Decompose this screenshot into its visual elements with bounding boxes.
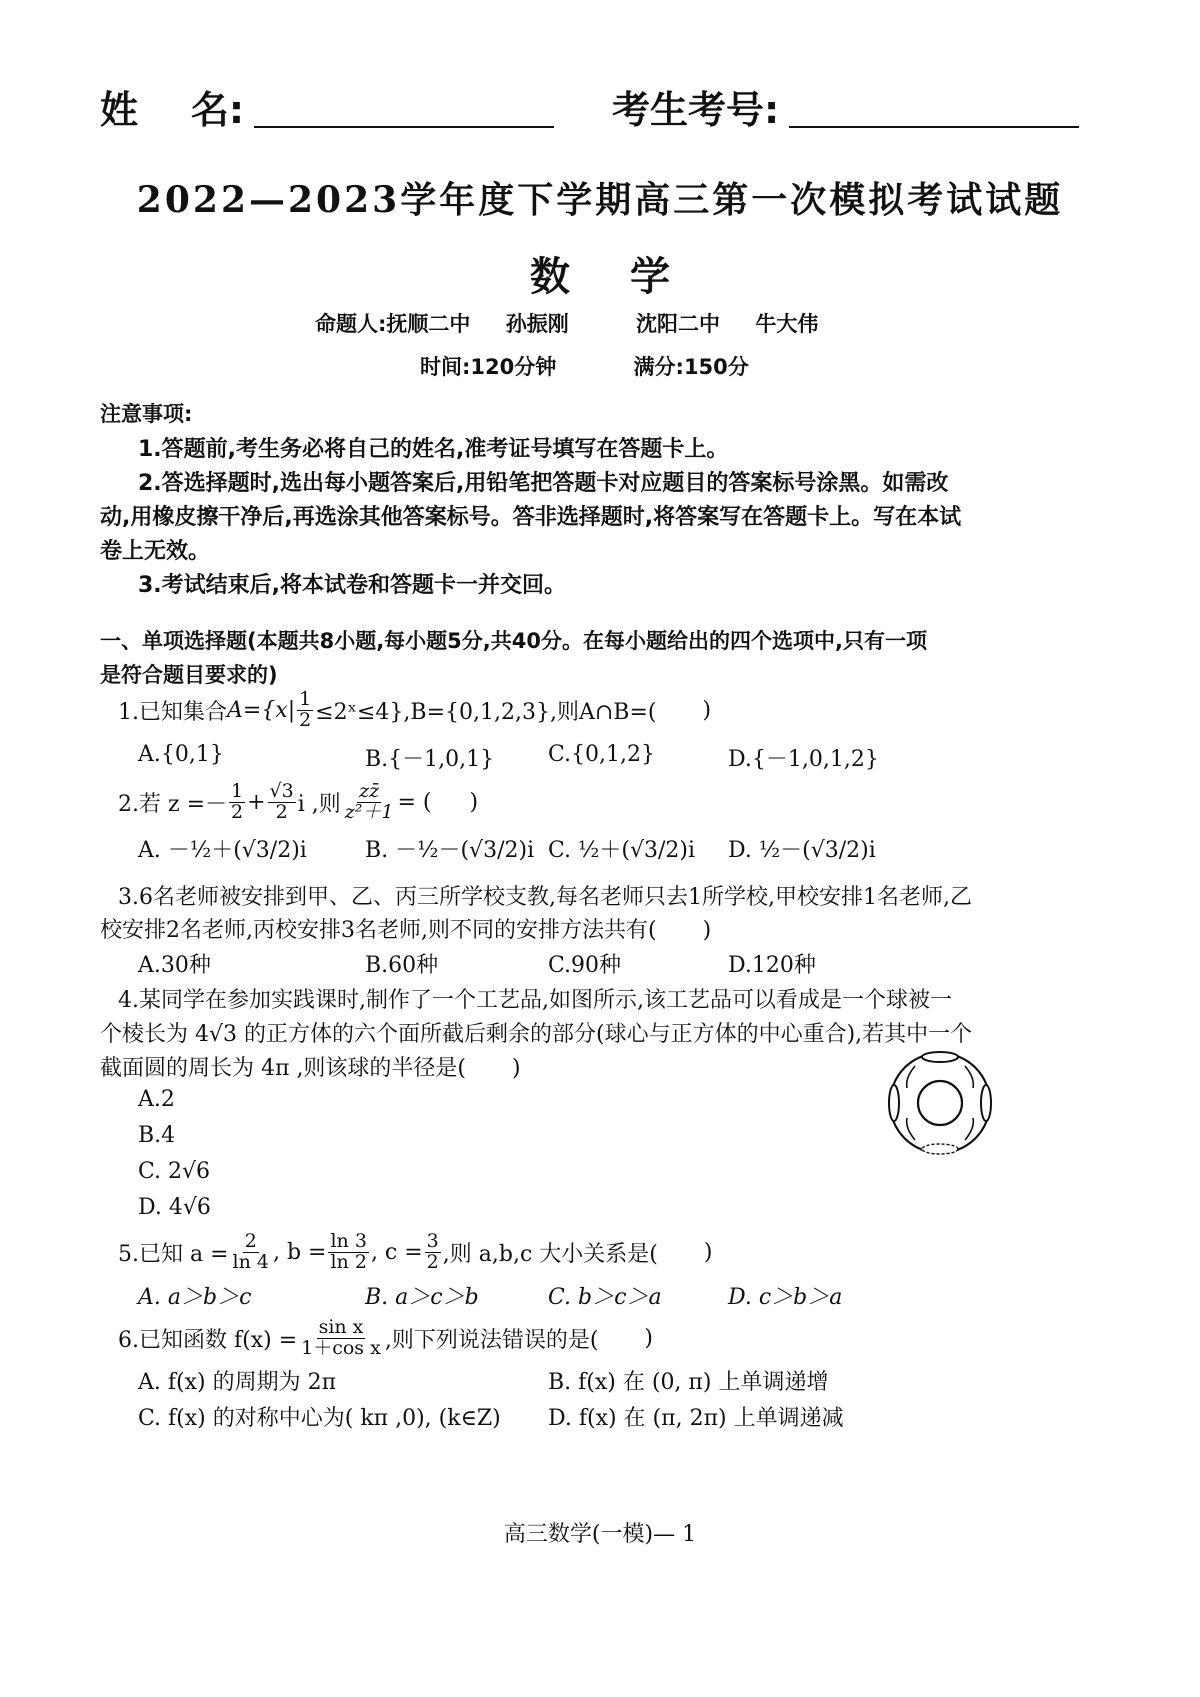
- q1-frac-num: 1: [299, 688, 312, 710]
- q5-b-prefix: , b =: [272, 1239, 327, 1265]
- q4-option-c: C. 2√6: [138, 1159, 211, 1184]
- q6-fraction: [299, 1318, 383, 1359]
- q4-line-3: [100, 1051, 521, 1082]
- section-1-heading-cont: 是符合题目要求的): [100, 663, 278, 687]
- q5-option-a: A. a＞b＞c: [138, 1285, 252, 1310]
- q5-option-d: D. c＞b＞a: [728, 1285, 843, 1310]
- author-2: 牛大伟: [755, 312, 819, 336]
- notice-item-1: 1.答题前,考生务必将自己的姓名,准考证号填写在答题卡上。: [138, 437, 729, 462]
- q5-fc-den: 2: [426, 1250, 439, 1273]
- full-score: 满分:150分: [633, 355, 749, 379]
- q5-frac-c: [425, 1232, 441, 1273]
- q6-close: ): [644, 1325, 653, 1351]
- q1-prefix: 1.已知集合: [118, 699, 227, 725]
- q2-close: ): [469, 789, 479, 815]
- q2-post: = (: [397, 789, 432, 815]
- q2-option-d: D. ½－(√3/2)i: [728, 838, 876, 863]
- q5-post: ,则 a,b,c 大小关系是(: [442, 1241, 658, 1267]
- q6-prefix: 6.已知函数 f(x) =: [118, 1327, 298, 1353]
- q6-f-den: 1＋cos x: [301, 1336, 381, 1359]
- q2-prefix: 2.若 z =－: [118, 791, 228, 817]
- q6-post: ,则下列说法错误的是(: [384, 1327, 599, 1353]
- q3-close: ): [702, 918, 712, 943]
- q6-option-b: B. f(x) 在 (0, π) 上单调递增: [548, 1370, 829, 1395]
- q5-fa-num: 2: [244, 1230, 257, 1252]
- question-1: [118, 690, 711, 731]
- school-2: 沈阳二中: [636, 312, 721, 336]
- q2-option-a: A. －½＋(√3/2)i: [138, 838, 307, 863]
- q5-prefix: 5.已知 a =: [118, 1241, 229, 1267]
- q6-option-c: C. f(x) 的对称中心为( kπ ,0), (k∈Z): [138, 1406, 501, 1431]
- q5-option-c: C. b＞c＞a: [548, 1285, 662, 1310]
- q1-frac-den: 2: [299, 708, 312, 731]
- question-3: [118, 880, 972, 911]
- q5-fb-den: ln 2: [330, 1250, 367, 1273]
- time-limit: 时间:120分钟: [420, 355, 557, 379]
- author-1: 孙振刚: [505, 312, 569, 336]
- q3-option-b: B.60种: [365, 953, 439, 978]
- notice-item-2a: 2.答选择题时,选出每小题答案后,用铅笔把答题卡对应题目的答案标号涂黑。如需改: [138, 471, 949, 496]
- q3-line-2: [100, 913, 711, 944]
- name-answer-line[interactable]: [254, 126, 554, 128]
- page-footer: 高三数学(一模)— 1: [503, 1522, 697, 1547]
- truncated-sphere-figure: [885, 1048, 995, 1158]
- q2-option-c: C. ½＋(√3/2)i: [548, 838, 695, 863]
- q1-option-a: A.{0,1}: [138, 742, 224, 767]
- q5-option-b: B. a＞c＞b: [365, 1285, 479, 1310]
- q2-fraction-1: [229, 782, 245, 823]
- exam-title: 2022—2023学年度下学期高三第一次模拟考试试题: [136, 179, 1064, 221]
- notice-heading: 注意事项:: [100, 402, 193, 426]
- q2-f2-num: √3: [269, 780, 294, 802]
- q2-f3-num: zz̄: [359, 780, 380, 802]
- q3-option-d: D.120种: [728, 953, 816, 978]
- q6-option-d: D. f(x) 在 (π, 2π) 上单调递减: [548, 1406, 844, 1431]
- question-2: [118, 782, 478, 823]
- q5-fb-num: ln 3: [330, 1230, 367, 1252]
- q4-option-a: A.2: [138, 1087, 175, 1112]
- question-4: [118, 983, 952, 1014]
- q2-fraction-3: [343, 782, 396, 823]
- notice-item-2b: 动,用橡皮擦干净后,再选涂其他答案标号。答非选择题时,将答案写在答题卡上。写在本试: [100, 505, 962, 530]
- notice-item-3: 3.考试结束后,将本试卷和答题卡一并交回。: [138, 573, 567, 598]
- q6-f-num: sin x: [318, 1316, 364, 1338]
- q1-option-d: D.{－1,0,1,2}: [728, 747, 879, 772]
- q2-mid: i ,则: [297, 791, 341, 817]
- q1-fraction: [297, 690, 313, 731]
- q6-option-a: A. f(x) 的周期为 2π: [138, 1370, 337, 1395]
- section-1-heading: 一、单项选择题(本题共8小题,每小题5分,共40分。在每小题给出的四个选项中,只有一项: [100, 629, 927, 653]
- q4-line-1: 4.某同学在参加实践课时,制作了一个工艺品,如图所示,该工艺品可以看成是一个球被一: [118, 988, 952, 1013]
- q3-line-2-text: 校安排2名老师,丙校安排3名老师,则不同的安排方法共有(: [100, 918, 657, 943]
- authors-line: [315, 308, 846, 338]
- q2-f3-den: z²＋1: [344, 800, 394, 823]
- q4-line-2: 个棱长为 4√3 的正方体的六个面所截后剩余的部分(球心与正方体的中心重合),若其中一个: [100, 1022, 973, 1047]
- q1-set-a-open: A={x|: [227, 697, 296, 723]
- q5-frac-a: [231, 1232, 271, 1273]
- notice-item-2c: 卷上无效。: [100, 539, 211, 564]
- q5-c-prefix: , c =: [370, 1239, 423, 1265]
- q2-f1-num: 1: [231, 780, 244, 802]
- q5-frac-b: [328, 1232, 368, 1273]
- q4-close: ): [512, 1056, 521, 1081]
- exam-meta: [420, 351, 819, 381]
- name-label: 姓 名:: [100, 88, 245, 132]
- q3-option-c: C.90种: [548, 953, 622, 978]
- q4-option-d: D. 4√6: [138, 1195, 211, 1220]
- subject-title: 数学: [530, 254, 730, 300]
- name-field: [100, 78, 554, 134]
- q2-f1-den: 2: [231, 800, 244, 823]
- question-5: [118, 1232, 712, 1273]
- q3-line-1: 3.6名老师被安排到甲、乙、丙三所学校支教,每名老师只去1所学校,甲校安排1名老师,乙: [118, 885, 972, 910]
- q5-close: ): [703, 1239, 713, 1265]
- q3-option-a: A.30种: [138, 953, 211, 978]
- q4-line-3-text: 截面圆的周长为 4π ,则该球的半径是(: [100, 1056, 467, 1081]
- question-6: [118, 1318, 653, 1359]
- exam-id-answer-line[interactable]: [789, 126, 1079, 128]
- q1-close: ): [702, 697, 712, 723]
- authors-label: 命题人:抚顺二中: [315, 312, 471, 336]
- q2-f2-den: 2: [275, 800, 288, 823]
- q1-set-a-close: ≤2ˣ≤4},B={0,1,2,3},则A∩B=(: [315, 699, 657, 725]
- q2-plus: +: [247, 789, 266, 815]
- q1-option-c: C.{0,1,2}: [548, 742, 656, 767]
- q5-fc-num: 3: [426, 1230, 439, 1252]
- q2-fraction-2: [268, 782, 296, 823]
- q4-option-b: B.4: [138, 1123, 176, 1148]
- q1-option-b: B.{－1,0,1}: [365, 747, 495, 772]
- exam-id-label: 考生考号:: [612, 88, 780, 132]
- exam-id-field: [612, 78, 1079, 134]
- q5-fa-den: ln 4: [232, 1250, 269, 1273]
- q2-option-b: B. －½－(√3/2)i: [365, 838, 535, 863]
